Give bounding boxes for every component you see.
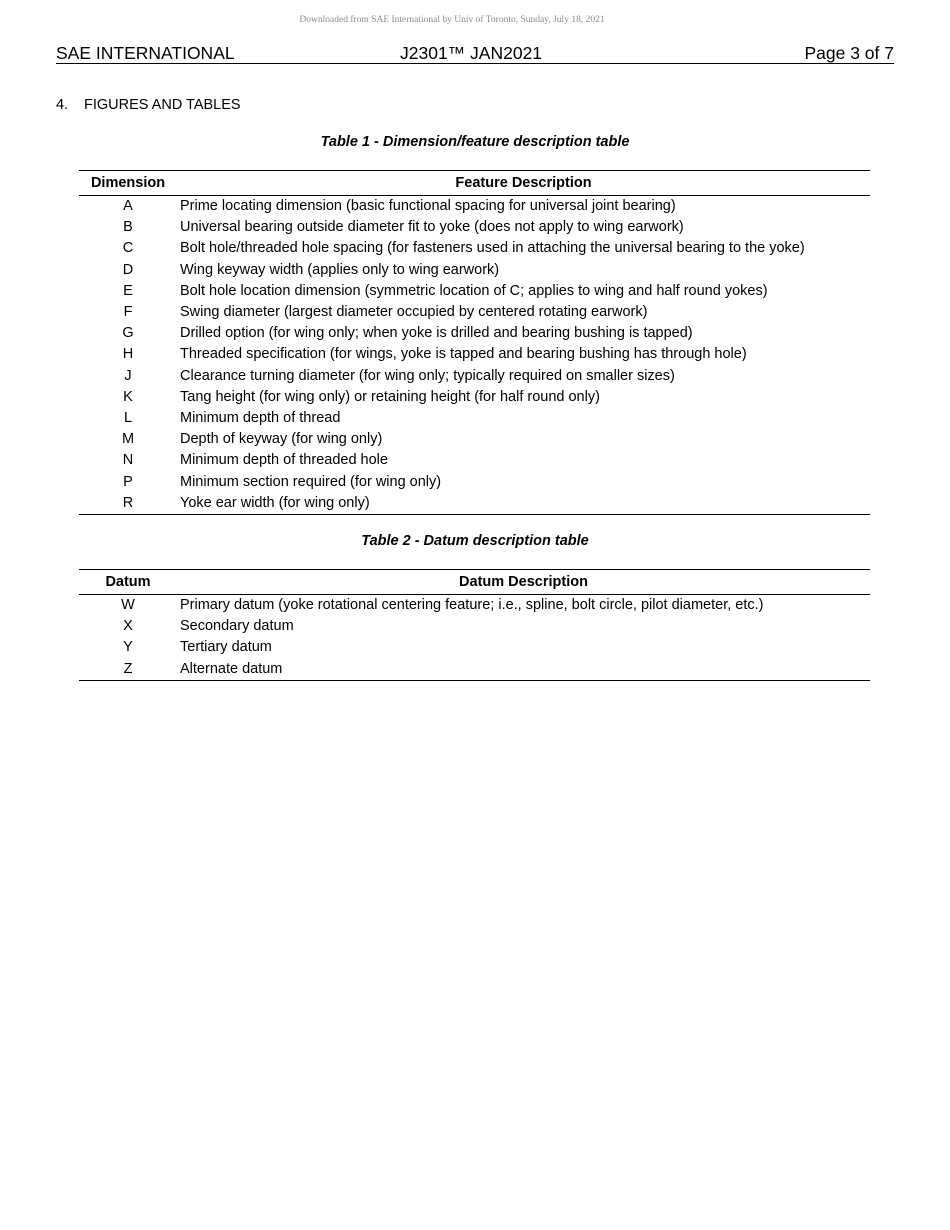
- datum-description-table: [79, 569, 870, 681]
- row-description: Bolt hole location dimension (symmetric location of C; applies to wing and half round yokes): [180, 282, 768, 299]
- header-document-id: J2301™ JAN2021: [400, 43, 543, 63]
- table-row: [79, 429, 870, 450]
- table-row: [79, 493, 870, 515]
- column-header-feature-description: Feature Description: [177, 171, 870, 196]
- row-code: W: [121, 597, 135, 614]
- row-description: Tertiary datum: [180, 639, 272, 656]
- column-header-datum: Datum: [79, 570, 177, 595]
- row-description: Bolt hole/threaded hole spacing (for fasteners used in attaching the universal bearing to the yoke): [180, 240, 805, 257]
- row-description: Swing diameter (largest diameter occupied by centered rotating earwork): [180, 304, 648, 321]
- page-header: [56, 43, 894, 64]
- row-code: B: [123, 219, 133, 236]
- row-code: F: [123, 304, 133, 321]
- row-code: X: [123, 618, 133, 635]
- row-code: M: [121, 431, 135, 448]
- row-description: Wing keyway width (applies only to wing earwork): [180, 261, 500, 278]
- row-description: Yoke ear width (for wing only): [177, 493, 870, 515]
- row-code: K: [123, 388, 133, 405]
- datum-table-body: [79, 595, 870, 681]
- row-description: Alternate datum: [177, 659, 870, 681]
- row-description: Clearance turning diameter (for wing only; typically required on smaller sizes): [180, 367, 675, 384]
- row-description: Minimum depth of threaded hole: [180, 452, 388, 469]
- row-description: Secondary datum: [180, 618, 294, 635]
- table-row: [79, 260, 870, 281]
- row-description: Minimum depth of thread: [180, 409, 341, 426]
- row-code: H: [122, 346, 134, 363]
- row-code: D: [122, 261, 134, 278]
- row-code: J: [124, 367, 132, 384]
- table-row: [79, 323, 870, 344]
- column-header-dimension: Dimension: [79, 171, 177, 196]
- row-description: Drilled option (for wing only; when yoke is drilled and bearing bushing is tapped): [180, 325, 693, 342]
- row-code: C: [122, 240, 134, 257]
- header-page-number: Page 3 of 7: [804, 43, 894, 63]
- row-code: L: [123, 409, 133, 426]
- table-row: [79, 281, 870, 302]
- row-code: E: [123, 282, 133, 299]
- row-code: Y: [123, 639, 133, 656]
- table-row: [79, 595, 870, 617]
- dimension-feature-table: [79, 170, 870, 515]
- row-code: N: [122, 452, 134, 469]
- row-description: Depth of keyway (for wing only): [180, 431, 383, 448]
- row-code: G: [122, 325, 134, 342]
- section-number: 4.: [56, 97, 69, 113]
- section-heading: [56, 97, 241, 113]
- row-description: Universal bearing outside diameter fit to yoke (does not apply to wing earwork): [180, 219, 684, 236]
- table-row: [79, 302, 870, 323]
- table-row: [79, 659, 870, 681]
- table-row: [79, 616, 870, 637]
- dimension-table-body: [79, 196, 870, 515]
- row-code: A: [123, 198, 133, 215]
- table-row: [79, 366, 870, 387]
- table-row: [79, 387, 870, 408]
- table-row: [79, 196, 870, 218]
- table-row: [79, 238, 870, 259]
- column-header-datum-description: Datum Description: [177, 570, 870, 595]
- row-description: Minimum section required (for wing only): [180, 473, 442, 490]
- table2-caption: Table 2 - Datum description table: [361, 533, 589, 549]
- row-code: P: [123, 473, 133, 490]
- row-description: Prime locating dimension (basic functional spacing for universal joint bearing): [180, 198, 676, 215]
- table1-caption: Table 1 - Dimension/feature description table: [320, 134, 630, 150]
- row-description: Tang height (for wing only) or retaining height (for half round only): [180, 388, 600, 405]
- row-code: R: [79, 493, 177, 515]
- table-header-row: [79, 570, 870, 595]
- table-row: [79, 344, 870, 365]
- table-row: [79, 450, 870, 471]
- header-organization: SAE INTERNATIONAL: [56, 43, 235, 63]
- section-title: FIGURES AND TABLES: [84, 97, 241, 113]
- row-description: Primary datum (yoke rotational centering feature; i.e., spline, bolt circle, pilot diameter, etc.): [180, 597, 764, 614]
- table-row: [79, 471, 870, 492]
- row-code: Z: [79, 659, 177, 681]
- table-row: [79, 637, 870, 658]
- row-description: Threaded specification (for wings, yoke is tapped and bearing bushing has through hole): [180, 346, 747, 363]
- table-header-row: [79, 171, 870, 196]
- table-row: [79, 217, 870, 238]
- download-watermark: Downloaded from SAE International by Univ of Toronto, Sunday, July 18, 2021: [299, 15, 605, 25]
- table-row: [79, 408, 870, 429]
